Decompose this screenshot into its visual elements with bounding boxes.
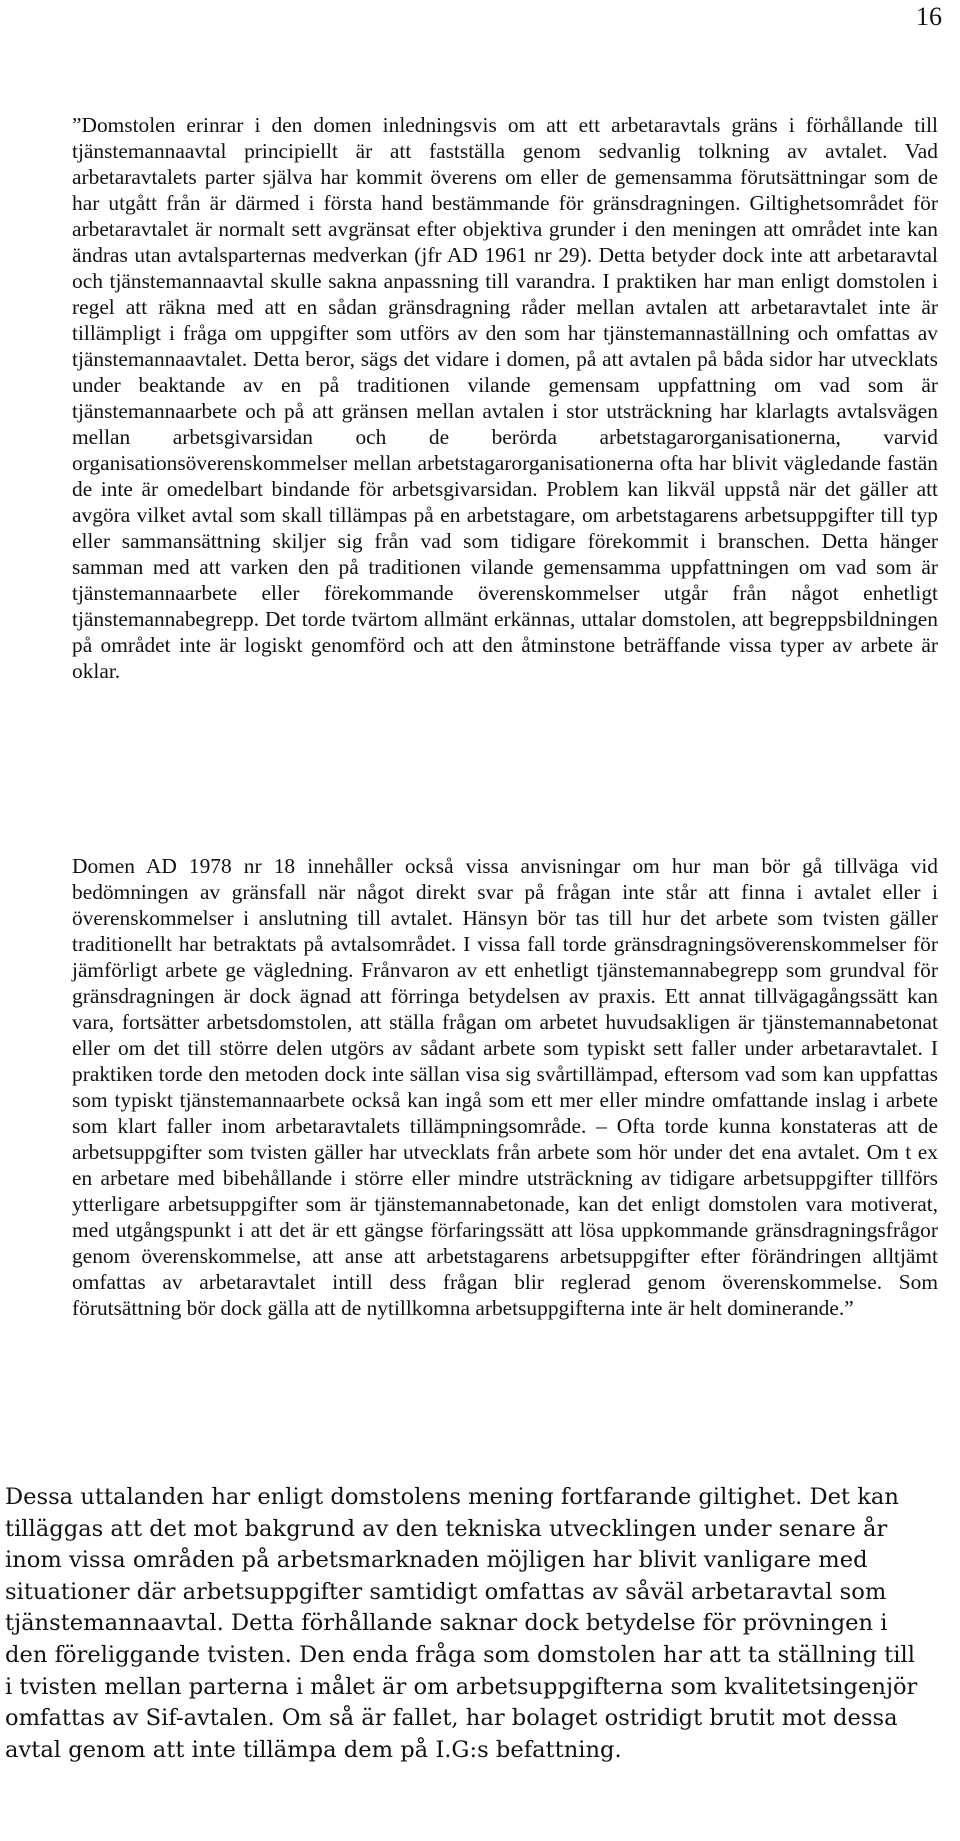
quote-paragraph: ”Domstolen erinrar i den domen inledningsvis om att ett arbetaravtals gräns i förhållande till tjänstemannaavtal principiellt är att fastställa genom sedvanlig tolkning av avtalet. Vad arbetaravtalets parter själva har kommit överens om eller de gemensamma förutsättningar som de har utgått från är därmed i första hand bestämmande för gränsdragningen. Giltighetsområdet för arbetaravtalet är normalt sett avgränsat efter objektiva grunder i den meningen att området inte kan ändras utan avtalsparternas medverkan (jfr AD 1961 nr 29). Detta betyder dock inte att arbetaravtal och tjänstemannaavtal skulle sakna anpassning till varandra. I praktiken har man enligt domstolen i regel att räkna med att en sådan gränsdragning råder mellan avtalen att arbetaravtalet inte är tillämpligt i fråga om uppgifter som utförs av den som har tjänstemannaställning och omfattas av tjänstemannaavtalet. Detta beror, sägs det vidare i domen, på att avtalen på båda sidor har utvecklats under beaktande av en på traditionen vilande gemensam uppfattning om vad som är tjänstemannaarbete och på att gränsen mellan avtalen i stor utsträckning har klarlagts avtalsvägen mellan arbetsgivarsidan och de berörda arbetstagarorganisationerna, varvid organisationsöverenskommelser mellan arbetstagarorganisationerna ofta har blivit vägledande fastän de inte är omedelbart bindande för arbetsgivarsidan. Problem kan likväl uppstå när det gäller att avgöra vilket avtal som skall tillämpas på en arbetstagare, om arbetstagarens arbetsuppgifter till typ eller sammansättning skiljer sig från vad som tidigare förekommit i branschen. Detta hänger samman med att varken den på traditionen vilande gemensamma uppfattningen om vad som är tjänstemannaarbete eller förekommande överenskommelser utgår från något enhetligt tjänstemannabegrepp. Det torde tvärtom allmänt erkännas, uttalar domstolen, att begreppsbildningen på området inte är logiskt genomförd och att den åtminstone beträffande vissa typer av arbete är oklar.: [72, 113, 938, 683]
quote-paragraph: Domen AD 1978 nr 18 innehåller också vissa anvisningar om hur man bör gå tillväga vid bedömningen av gränsfall när något direkt svar på frågan inte står att finna i avtalet eller i överenskommelser i anslutning till avtalet. Hänsyn bör tas till hur det arbete som tvisten gäller traditionellt har betraktats på avtalsområdet. I vissa fall torde gränsdragningsöverenskommelser för jämförligt arbete ge vägledning. Frånvaron av ett enhetligt tjänstemannabegrepp som grundval för gränsdragningen är dock ägnad att förringa betydelsen av praxis. Ett annat tillvägagångssätt kan vara, fortsätter arbetsdomstolen, att ställa frågan om arbetet huvudsakligen är tjänstemannabetonat eller om det till större delen utgörs av sådant arbete som typiskt sett faller under arbetaravtalet. I praktiken torde den metoden dock inte sällan visa sig svårtillämpad, eftersom vad som kan uppfattas som typiskt tjänstemannaarbete också kan ingå som ett mer eller mindre omfattande inslag i arbete som klart faller inom arbetaravtalets tillämpningsområde. – Ofta torde kunna konstateras att de arbetsuppgifter som tvisten gäller har utvecklats från arbete som hör under det ena avtalet. Om t ex en arbetare med bibehållande i större eller mindre utsträckning av tidigare arbetsuppgifter tillförs ytterligare arbetsuppgifter som är tjänstemannabetonade, kan det enligt domstolen vara motiverat, med utgångspunkt i att det är ett gängse förfaringssätt att lösa uppkommande gränsdragningsfrågor genom överenskommelse, att anse att arbetstagarens arbetsuppgifter efter förändringen alltjämt omfattas av arbetaravtalet intill dess frågan blir reglerad genom överenskommelse. Som förutsättning bör dock gälla att de nytillkomna arbetsuppgifterna inte är helt dominerande.”: [72, 854, 938, 1320]
body-paragraph: Dessa uttalanden har enligt domstolens mening fortfarande giltighet. Det kan tilläggas att det mot bakgrund av den tekniska utvecklingen under senare år inom vissa områden på arbetsmarknaden möjligen har blivit vanligare med situationer där arbetsuppgifter samtidigt omfattas av såväl arbetaravtal som tjänstemannaavtal. Detta förhållande saknar dock betydelse för prövningen i den föreliggande tvisten. Den enda fråga som domstolen har att ta ställning till i tvisten mellan parterna i målet är om arbetsuppgifterna som kvalitetsingenjör omfattas av Sif-avtalen. Om så är fallet, har bolaget ostridigt brutit mot dessa avtal genom att inte tillämpa dem på I.G:s befattning.: [5, 1484, 918, 1763]
page-number: 16: [916, 2, 942, 31]
